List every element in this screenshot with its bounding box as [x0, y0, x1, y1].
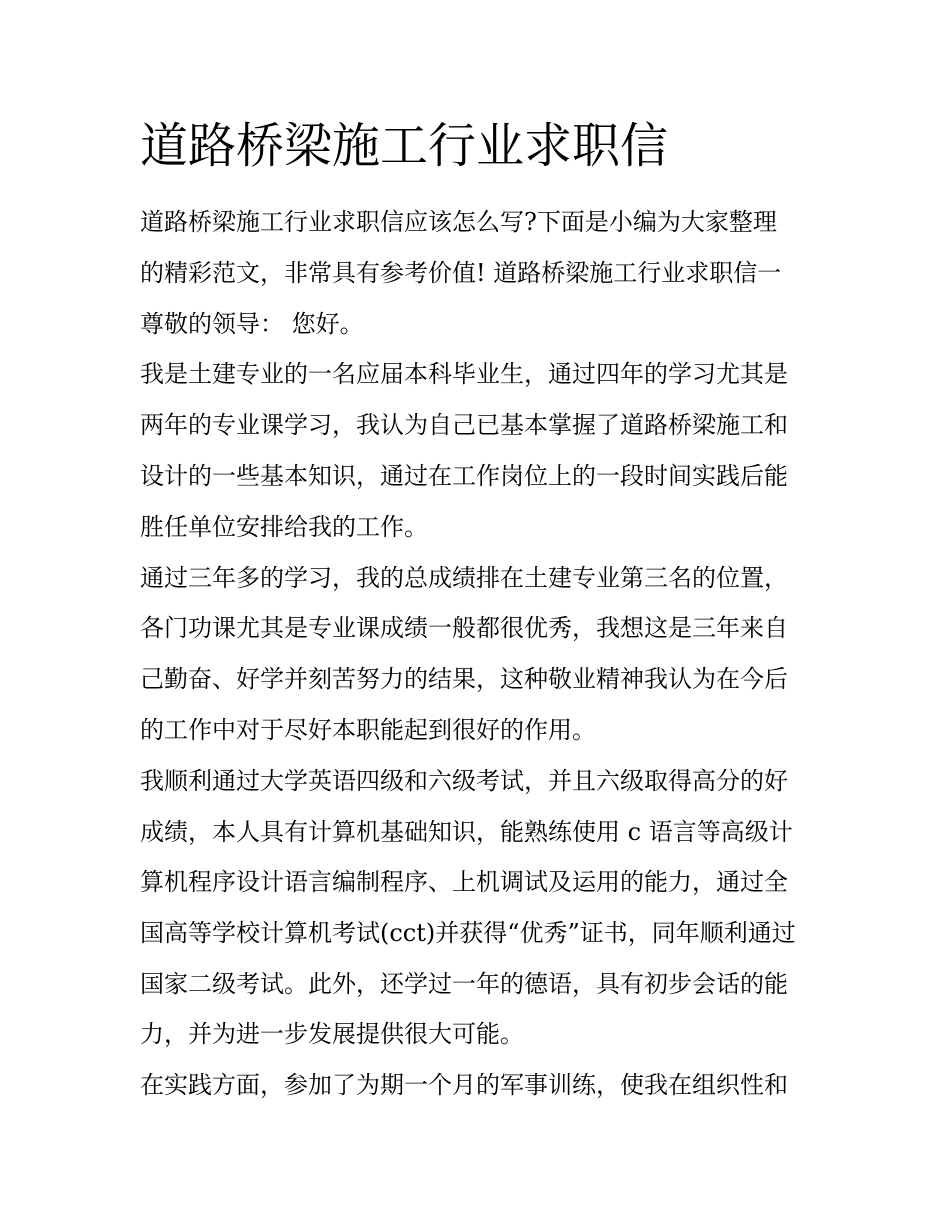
text-line: 力，并为进一步发展提供很大可能。 — [140, 1020, 524, 1048]
text-line: 各门功课尤其是专业课成绩一般都很优秀，我想这是三年来自 — [140, 614, 788, 642]
text-line: 的精彩范文，非常具有参考价值! 道路桥梁施工行业求职信一 — [140, 259, 782, 287]
text-line: 国家二级考试。此外，还学过一年的德语，具有初步会话的能 — [140, 970, 788, 998]
text-line: 国高等学校计算机考试(cct)并获得“优秀”证书，同年顺利通过 — [140, 919, 796, 947]
text-line: 设计的一些基本知识，通过在工作岗位上的一段时间实践后能 — [140, 462, 788, 490]
text-line: 胜任单位安排给我的工作。 — [140, 513, 428, 541]
text-line: 通过三年多的学习，我的总成绩排在土建专业第三名的位置， — [140, 564, 788, 592]
text-line: 在实践方面，参加了为期一个月的军事训练，使我在组织性和 — [140, 1071, 788, 1099]
text-line: 成绩，本人具有计算机基础知识，能熟练使用 c 语言等高级计 — [140, 818, 793, 846]
document-title: 道路桥梁施工行业求职信 — [140, 118, 669, 174]
text-line: 尊敬的领导： 您好。 — [140, 310, 364, 338]
text-line: 道路桥梁施工行业求职信应该怎么写?下面是小编为大家整理 — [140, 208, 777, 236]
text-line: 己勤奋、好学并刻苦努力的结果，这种敬业精神我认为在今后 — [140, 665, 788, 693]
text-line: 算机程序设计语言编制程序、上机调试及运用的能力，通过全 — [140, 868, 788, 896]
text-line: 我是土建专业的一名应届本科毕业生，通过四年的学习尤其是 — [140, 360, 788, 388]
text-line: 的工作中对于尽好本职能起到很好的作用。 — [140, 716, 596, 744]
text-line: 我顺利通过大学英语四级和六级考试，并且六级取得高分的好 — [140, 767, 788, 795]
text-line: 两年的专业课学习，我认为自己已基本掌握了道路桥梁施工和 — [140, 411, 788, 439]
